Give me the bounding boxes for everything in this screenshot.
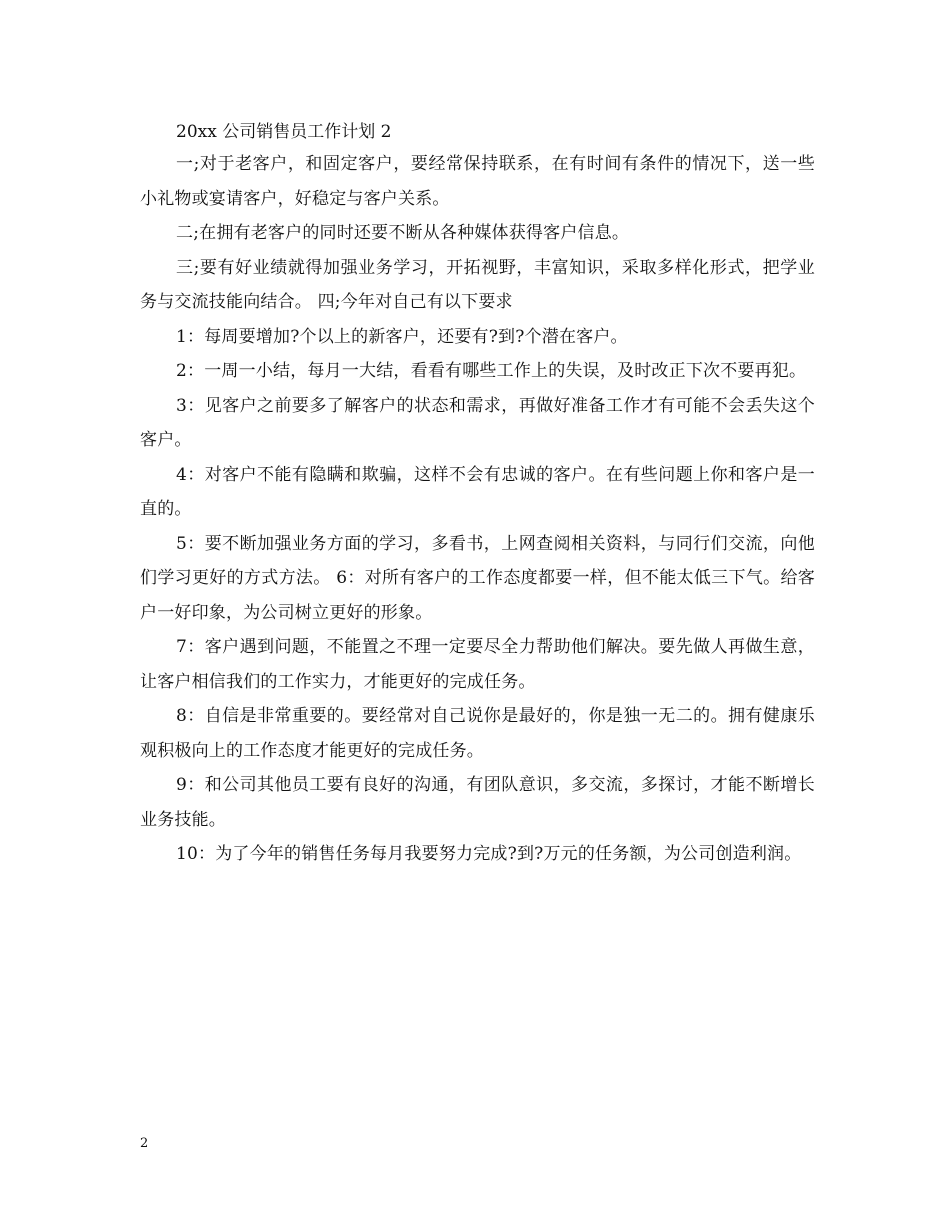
requirement-8: 8：自信是非常重要的。要经常对自己说你是最好的，你是独一无二的。拥有健康乐观积极向上的工作态度才能更好的完成任务。 bbox=[140, 706, 815, 761]
requirement-9: 9：和公司其他员工要有良好的沟通，有团队意识，多交流，多探讨，才能不断增长业务技能。 bbox=[140, 775, 815, 830]
paragraph-1: 一;对于老客户，和固定客户，要经常保持联系，在有时间有条件的情况下，送一些小礼物或宴请客户，好稳定与客户关系。 bbox=[140, 154, 815, 209]
requirement-7: 7：客户遇到问题，不能置之不理一定要尽全力帮助他们解决。要先做人再做生意，让客户相信我们的工作实力，才能更好的完成任务。 bbox=[140, 637, 815, 692]
requirement-1: 1：每周要增加?个以上的新客户，还要有?到?个潜在客户。 bbox=[176, 326, 628, 347]
document-title: 20xx 公司销售员工作计划 2 bbox=[176, 122, 392, 142]
paragraph-2: 二;在拥有老客户的同时还要不断从各种媒体获得客户信息。 bbox=[176, 223, 630, 243]
requirement-2: 2：一周一小结，每月一大结，看看有哪些工作上的失误，及时改正下次不要再犯。 bbox=[176, 361, 807, 381]
requirement-5-6: 5：要不断加强业务方面的学习，多看书，上网查阅相关资料，与同行们交流，向他们学习更好的方式方法。 6：对所有客户的工作态度都要一样，但不能太低三下气。给客户一好印象，为公司树立更好的形象。 bbox=[140, 533, 815, 623]
requirement-4: 4：对客户不能有隐瞒和欺骗，这样不会有忠诚的客户。在有些问题上你和客户是一直的。 bbox=[140, 464, 815, 519]
document-body bbox=[140, 118, 815, 872]
page-number: 2 bbox=[140, 1136, 149, 1151]
paragraph-3: 三;要有好业绩就得加强业务学习，开拓视野，丰富知识，采取多样化形式，把学业务与交流技能向结合。 四;今年对自己有以下要求 bbox=[140, 257, 815, 312]
requirement-10: 10：为了今年的销售任务每月我要努力完成?到?万元的任务额，为公司创造利润。 bbox=[176, 844, 802, 864]
requirement-3: 3：见客户之前要多了解客户的状态和需求，再做好准备工作才有可能不会丢失这个客户。 bbox=[140, 395, 815, 450]
